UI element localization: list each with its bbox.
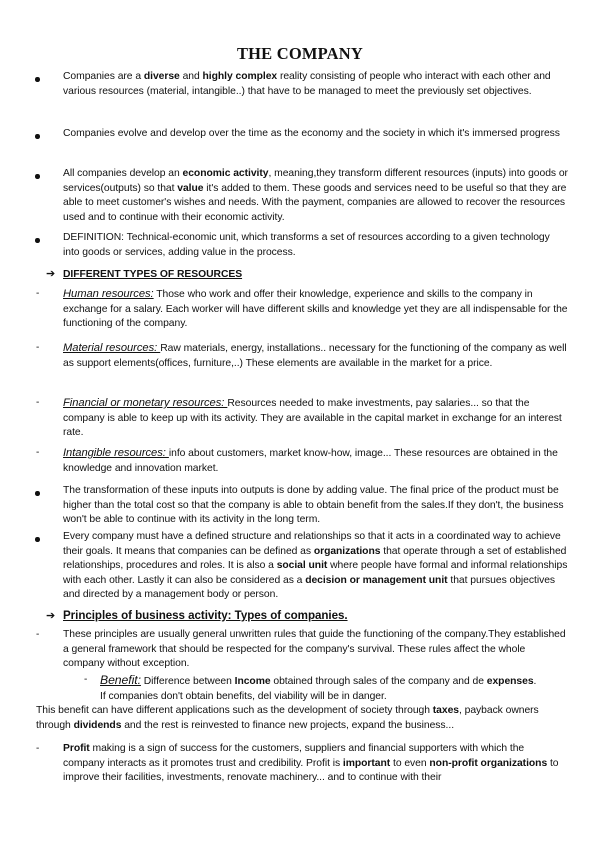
benefit-applications-paragraph: This benefit can have different applications such as the development of society through taxes, payback owners through dividends and the rest is reinvested to finance new projects, expand the business... — [36, 705, 539, 731]
bullet-paragraph: Companies evolve and develop over the time as the economy and the society in which it's immersed progress — [63, 128, 560, 139]
bullet-icon — [35, 174, 40, 179]
definition-paragraph: DEFINITION: Technical-economic unit, which transforms a set of resources according to a given technology into goods or services, adding value in the process. — [63, 232, 550, 258]
dash-icon: - — [36, 447, 40, 458]
bullet-icon — [35, 77, 40, 82]
principles-intro: These principles are usually general unwritten rules that guide the functioning of the company.They established a general framework that should be respected for the company's survival. These rules affect the whole company without exception. — [63, 629, 566, 670]
dash-icon: - — [36, 629, 40, 640]
profit-item: Profit making is a sign of success for the customers, suppliers and financial supporters with which the company interacts as it promotes trust and credibility. Profit is important to even non-profit organizations to improve their facilities, investments, renovate machinery... and to continue with their — [63, 743, 559, 784]
section-heading-resources: DIFFERENT TYPES OF RESOURCES — [63, 269, 243, 280]
bullet-paragraph: Every company must have a defined structure and relationships so that it acts in a coordinated way to achieve their goals. It means that companies can be defined as organizations that operate through a set of established relationships, procedures and roles. It is also a social unit where people have formal and informal relationships with each other. Lastly it can also be considered as a decision or management unit that pursues objectives and directed by a management body or person. — [63, 531, 568, 601]
section-heading-principles: Principles of business activity: Types of companies. — [63, 609, 348, 622]
bullet-icon — [35, 537, 40, 542]
page-title: THE COMPANY — [236, 44, 364, 63]
arrow-icon: ➔ — [46, 268, 56, 280]
resource-item-human: Human resources: Those who work and offer their knowledge, experience and skills to the company in exchange for a salary. Each worker will have different skills and knowledge yet they are all indispensable for the functioning of the company. — [63, 288, 568, 330]
arrow-icon: ➔ — [46, 610, 56, 622]
bullet-icon — [35, 238, 40, 243]
bullet-icon — [35, 134, 40, 139]
dash-icon: - — [36, 397, 40, 408]
bullet-paragraph: Companies are a diverse and highly complex reality consisting of people who interact with each other and various resources (material, intangible..) that have to be managed to meet the previously set objectives. — [63, 71, 551, 97]
dash-icon: - — [84, 674, 88, 685]
bullet-icon — [35, 491, 40, 496]
resource-item-financial: Financial or monetary resources: Resources needed to make investments, pay salaries... so that the company is able to keep up with its activity. They are available in the capital market in exchange for an interest rate. — [63, 397, 562, 439]
resource-item-material: Material resources: Raw materials, energy, installations.. necessary for the functioning of the company as well as support elements(offices, furniture,..) These elements are available in the market for a price. — [63, 342, 567, 369]
bullet-paragraph: All companies develop an economic activity, meaning,they transform different resources (inputs) into goods or services(outputs) so that value it's added to them. These goods and services need to be useful so that they are able to meet customer's wishes and needs. With the payment, companies are allowed to recover the resources used and to continue with their economic activity. — [63, 168, 568, 223]
dash-icon: - — [36, 743, 40, 754]
dash-icon: - — [36, 342, 40, 353]
benefit-item: Benefit: Difference between Income obtained through sales of the company and de expenses. If companies don't obtain benefits, del viability will be in danger. — [100, 673, 537, 702]
resource-item-intangible: Intangible resources: info about customers, market know-how, image... These resources are obtained in the knowledge and innovation market. — [63, 447, 558, 474]
bullet-paragraph: The transformation of these inputs into outputs is done by adding value. The final price of the product must be higher than the total cost so that the company is able to obtain benefit from the sales.If they don't, the business won't be able to continue with its activity in the long term. — [63, 485, 564, 526]
dash-icon: - — [36, 288, 40, 299]
